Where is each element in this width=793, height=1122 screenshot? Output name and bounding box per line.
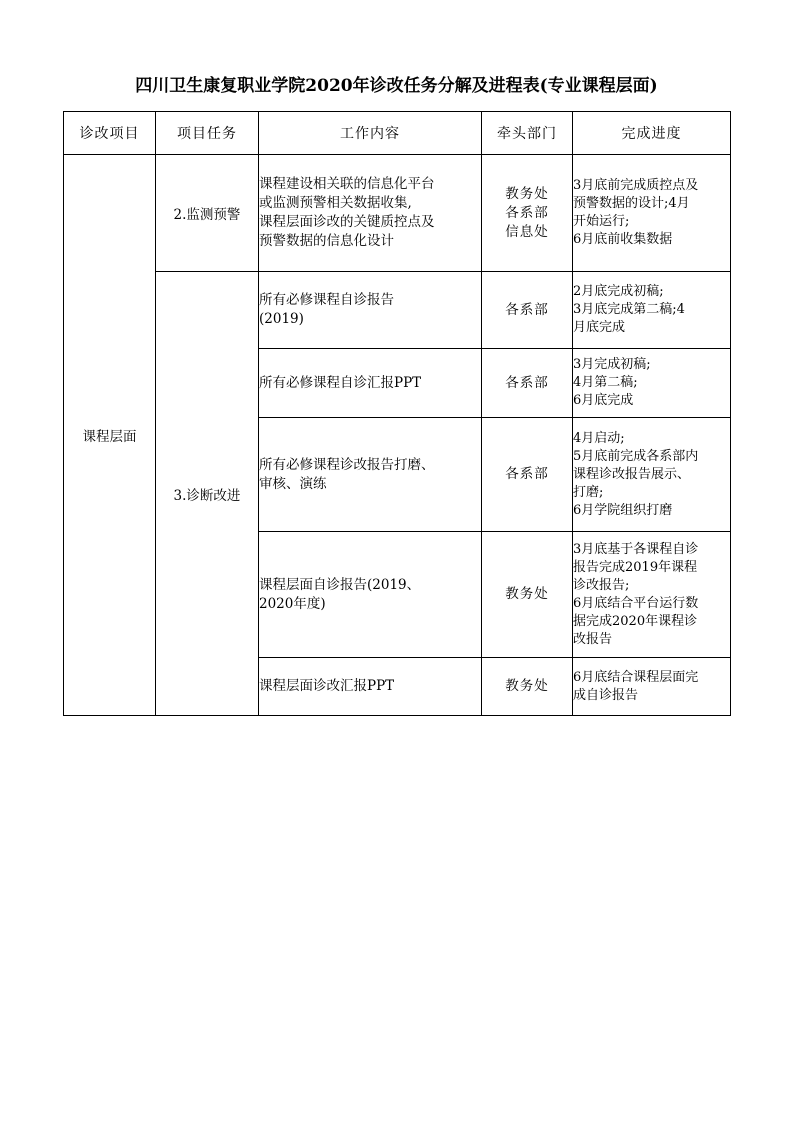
progress-line: 预警数据的设计;4月 — [573, 196, 690, 211]
content-line: 所有必修课程诊改报告打磨、 — [259, 456, 435, 473]
progress-cell — [573, 349, 731, 418]
content-line: 课程层面诊改的关键质控点及 — [259, 214, 435, 230]
progress-line: 月底完成 — [573, 320, 626, 335]
content-cell — [259, 532, 482, 658]
table-row — [64, 272, 731, 349]
progress-line: 课程诊改报告展示、 — [573, 466, 691, 482]
content-line: 审核、演练 — [259, 475, 327, 492]
progress-cell — [573, 532, 731, 658]
progress-line: 3月底完成第二稿;4 — [573, 302, 685, 317]
content-line: 或监测预警相关数据收集, — [259, 195, 412, 211]
header-content: 工作内容 — [259, 112, 482, 155]
dept-line: 教务处 — [505, 586, 549, 602]
task-cell-monitor: 2.监测预警 — [156, 155, 259, 272]
dept-line: 各系部 — [505, 204, 549, 221]
table-row — [64, 155, 731, 272]
progress-line: 6月底结合课程层面完 — [573, 669, 699, 685]
progress-line: 开始运行; — [573, 214, 630, 229]
table-header-row — [64, 112, 731, 155]
progress-line: 打磨; — [573, 484, 604, 500]
header-item: 诊改项目 — [64, 112, 156, 155]
content-line: 课程层面自诊报告(2019、 — [259, 576, 421, 593]
progress-line: 4月第二稿; — [573, 375, 638, 390]
progress-cell — [573, 272, 731, 349]
dept-cell — [482, 658, 573, 716]
dept-cell — [482, 532, 573, 658]
dept-line: 教务处 — [505, 185, 549, 202]
progress-cell — [573, 418, 731, 532]
progress-line: 据完成2020年课程诊 — [573, 613, 698, 629]
progress-cell — [573, 155, 731, 272]
header-progress: 完成进度 — [573, 112, 731, 155]
dept-line: 各系部 — [505, 374, 549, 391]
progress-line: 6月底结合平台运行数 — [573, 595, 699, 611]
content-line: 课程建设相关联的信息化平台 — [259, 176, 435, 192]
item-cell: 课程层面 — [64, 155, 156, 716]
progress-line: 2月底完成初稿; — [573, 284, 664, 299]
task-plan-table — [63, 111, 731, 716]
progress-line: 3月底前完成质控点及 — [573, 178, 699, 193]
progress-line: 6月底前收集数据 — [573, 232, 673, 247]
progress-line: 诊改报告; — [573, 577, 630, 593]
content-cell — [259, 155, 482, 272]
content-line: (2019) — [259, 311, 304, 327]
content-cell — [259, 272, 482, 349]
content-cell — [259, 349, 482, 418]
dept-cell — [482, 418, 573, 532]
content-line: 所有必修课程自诊报告 — [259, 292, 394, 308]
page-title: 四川卫生康复职业学院2020年诊改任务分解及进程表(专业课程层面) — [135, 76, 658, 96]
progress-line: 改报告 — [573, 631, 613, 647]
progress-line: 6月底完成 — [573, 393, 634, 408]
progress-line: 成自诊报告 — [573, 687, 639, 703]
progress-line: 4月启动; — [573, 430, 625, 446]
progress-cell — [573, 658, 731, 716]
dept-cell — [482, 272, 573, 349]
dept-line: 教务处 — [505, 678, 549, 694]
content-line: 预警数据的信息化设计 — [259, 233, 394, 249]
progress-line: 报告完成2019年课程 — [573, 559, 698, 575]
header-task: 项目任务 — [156, 112, 259, 155]
progress-line: 3月底基于各课程自诊 — [573, 541, 699, 557]
dept-cell — [482, 349, 573, 418]
task-cell-diagnose: 3.诊断改进 — [156, 272, 259, 716]
content-cell — [259, 418, 482, 532]
progress-line: 3月完成初稿; — [573, 357, 651, 372]
progress-line: 6月学院组织打磨 — [573, 502, 673, 518]
header-dept: 牵头部门 — [482, 112, 573, 155]
content-line: 所有必修课程自诊汇报PPT — [259, 374, 422, 391]
content-line: 课程层面诊改汇报PPT — [259, 678, 395, 694]
progress-line: 5月底前完成各系部内 — [573, 448, 699, 464]
dept-line: 各系部 — [505, 301, 549, 318]
dept-line: 各系部 — [505, 466, 549, 482]
dept-cell — [482, 155, 573, 272]
content-line: 2020年度) — [259, 595, 326, 612]
content-cell — [259, 658, 482, 716]
dept-line: 信息处 — [505, 223, 549, 240]
